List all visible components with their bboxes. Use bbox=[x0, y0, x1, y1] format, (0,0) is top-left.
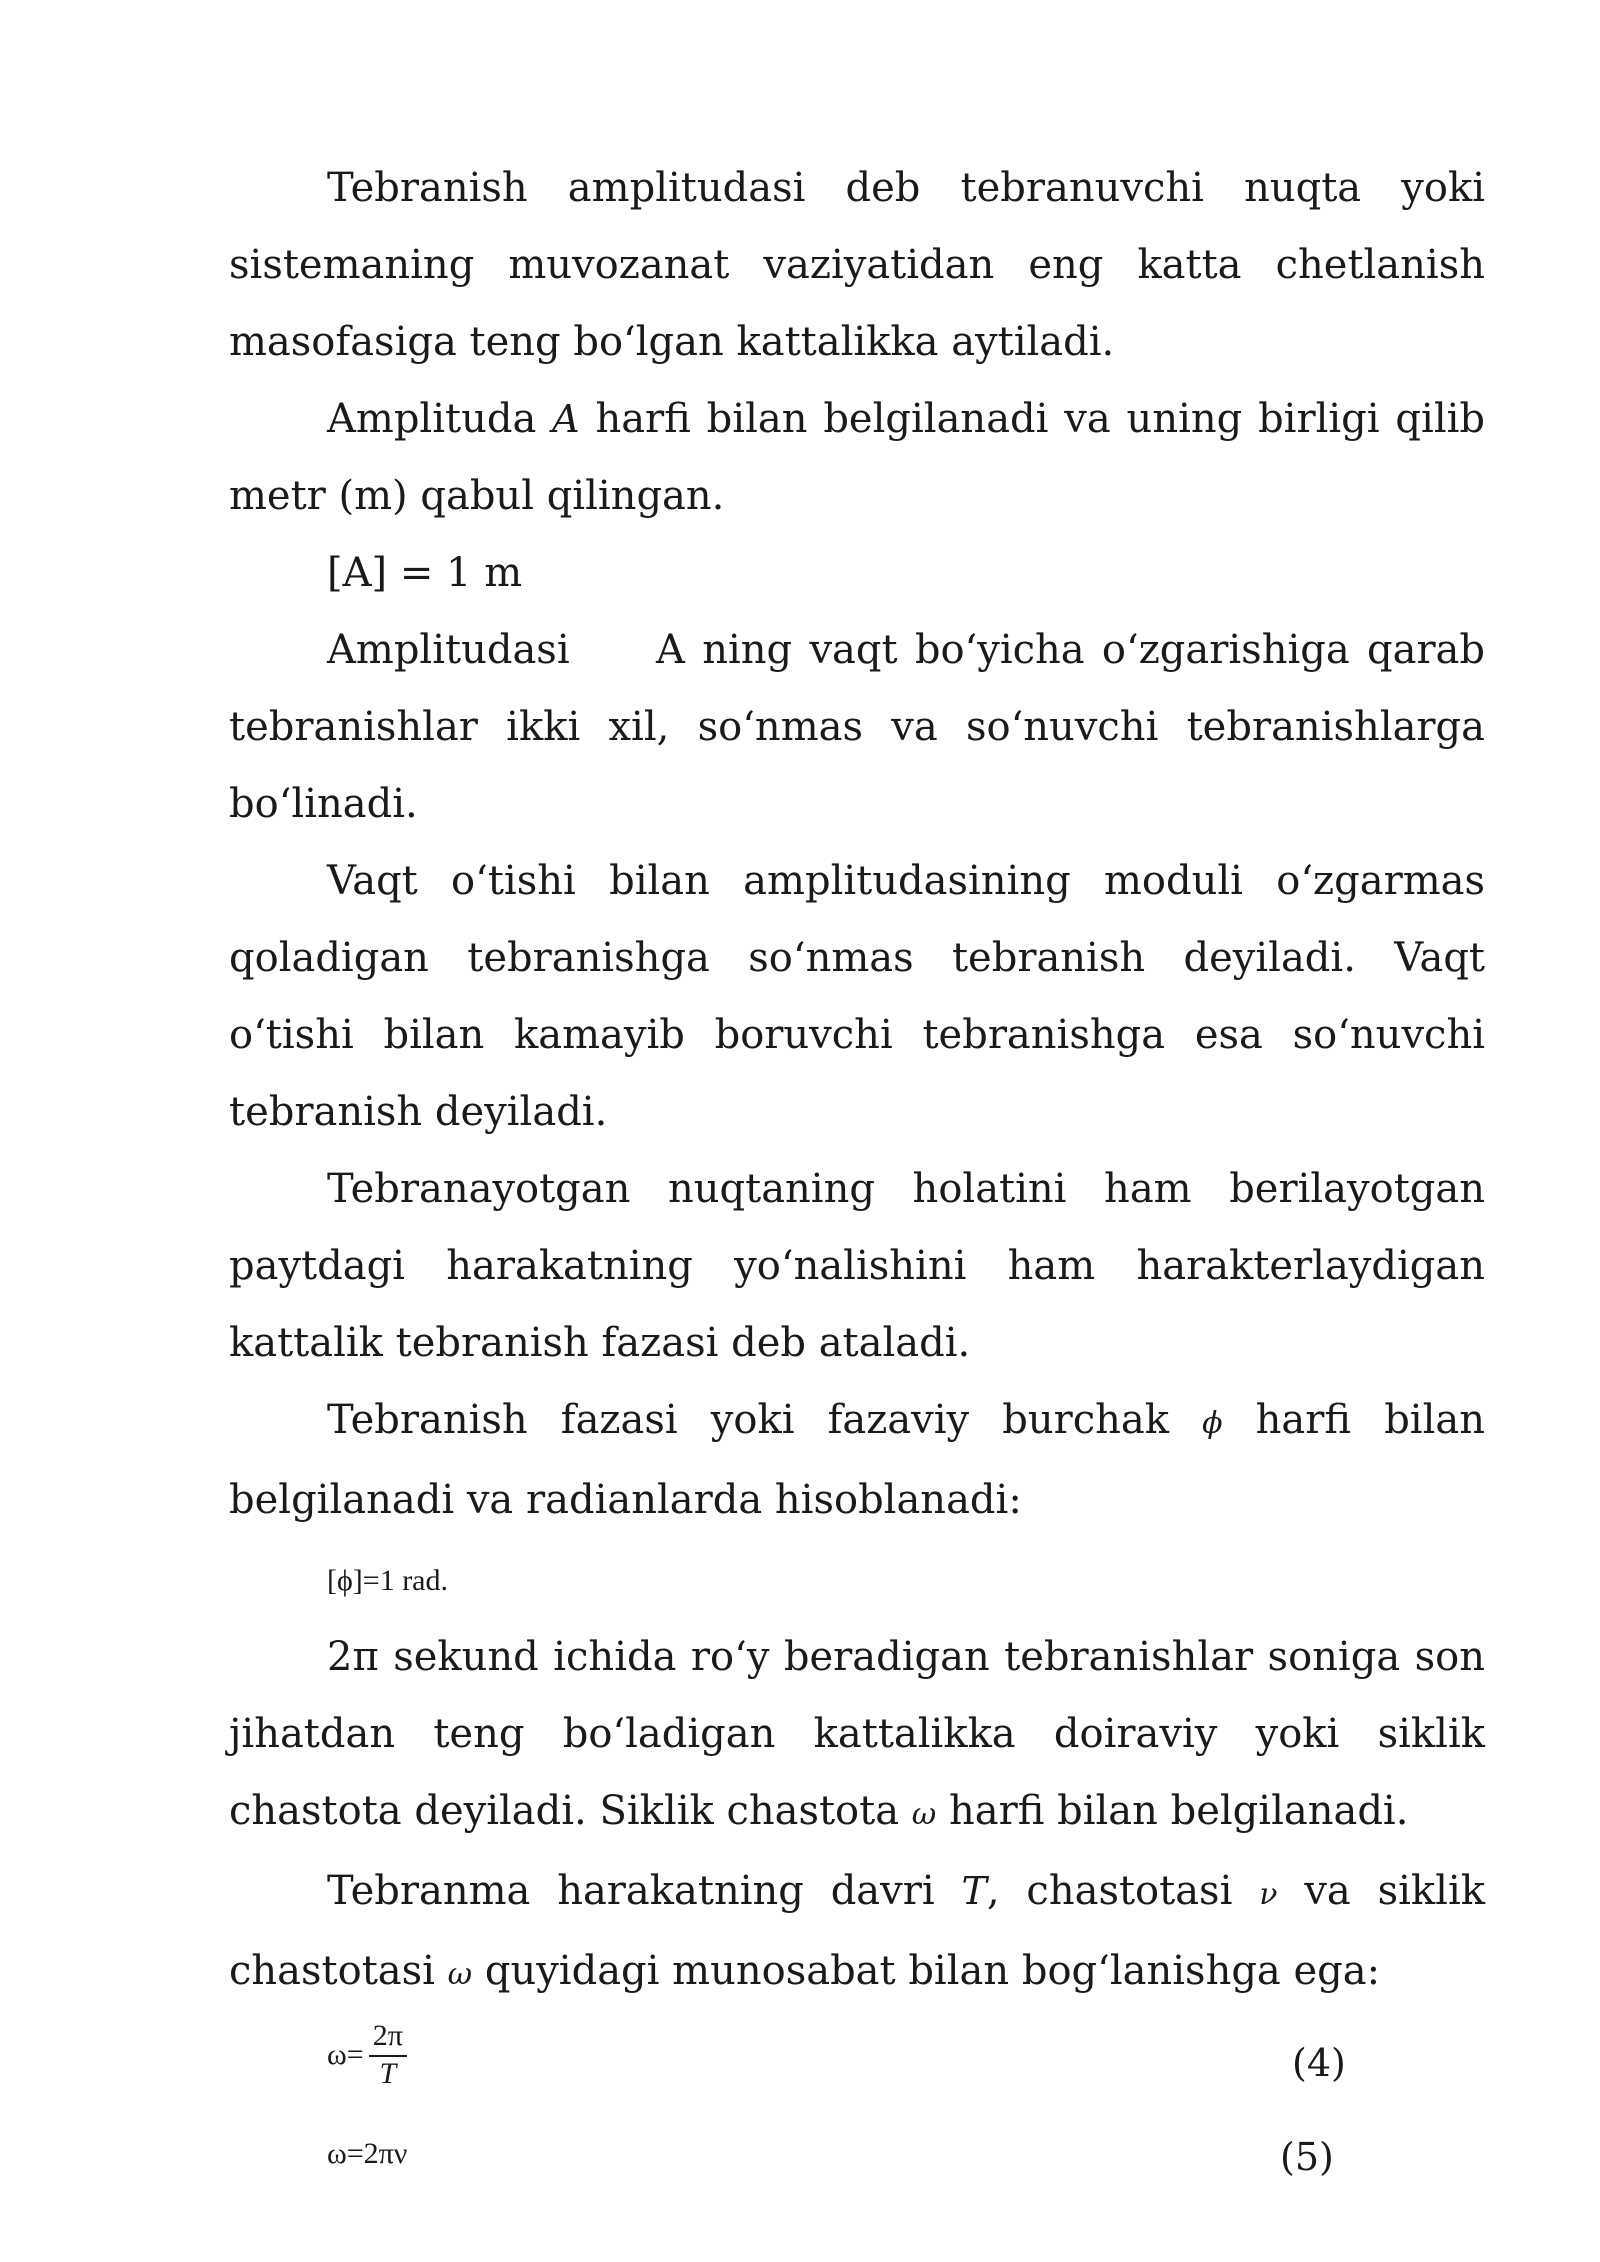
equation-4 bbox=[229, 2019, 1485, 2109]
paragraph-text: Vaqt o‘tishi bilan amplitudasining moduli o‘zgarmas qoladigan tebranishga so‘nmas tebranish deyiladi. Vaqt o‘tishi bilan kamayib boruvchi tebranishga esa so‘nuvchi tebranish deyiladi. bbox=[229, 858, 1485, 1135]
paragraph-text: Amplituda bbox=[327, 396, 553, 442]
symbol-A: A bbox=[552, 397, 580, 441]
symbol-A: A bbox=[656, 627, 685, 673]
paragraph-text: Tebranish amplitudasi deb tebranuvchi nuqta yoki sistemaning muvozanat vaziyatidan eng katta chetlanish masofasiga teng bo‘lgan kattalikka aytiladi. bbox=[229, 165, 1485, 365]
paragraph-text: sekund ichida ro‘y beradigan tebranishlar soniga son jihatdan teng bo‘ladigan kattalikka doiraviy yoki siklik chastota deyiladi. Siklik chastota bbox=[229, 1634, 1485, 1834]
paragraph-text: Tebranish fazasi yoki fazaviy burchak bbox=[327, 1397, 1203, 1443]
paragraph-text: tebranishlar ikki xil, so‘nmas va so‘nuvchi tebranishlarga bo‘linadi. bbox=[229, 704, 1485, 827]
unit-A-formula bbox=[229, 535, 1485, 612]
symbol-omega: ω bbox=[911, 1797, 937, 1832]
paragraph-amplitude-definition bbox=[229, 150, 1485, 381]
paragraph-text: harfi bilan belgilanadi va uning birligi qilib metr (m) qabul qilingan. bbox=[229, 396, 1486, 519]
paragraph-amplitude-symbol bbox=[229, 381, 1485, 535]
symbol-phi: ϕ bbox=[1202, 1406, 1223, 1441]
symbol-omega: ω bbox=[447, 1957, 473, 1992]
paragraph-angular-frequency bbox=[229, 1619, 1485, 1853]
equation-lhs: ω= bbox=[327, 2038, 364, 2071]
paragraph-phase-definition bbox=[229, 1151, 1485, 1382]
fraction-denominator: T bbox=[379, 2057, 397, 2090]
paragraph-text: quyidagi munosabat bilan bog‘lanishga ega: bbox=[484, 1948, 1381, 1994]
paragraph-text: harfi bilan belgilanadi. bbox=[948, 1788, 1409, 1834]
paragraph-text: Tebranma harakatning davri bbox=[327, 1868, 962, 1914]
equation-number: (4) bbox=[1292, 2041, 1346, 2085]
paragraph-text: harfi bilan belgilanadi va radianlarda hisoblanadi: bbox=[229, 1397, 1485, 1523]
paragraph-damped-undamped bbox=[229, 843, 1485, 1151]
unit-phi-formula bbox=[229, 1539, 1485, 1619]
paragraph-text: Amplitudasi bbox=[327, 627, 570, 673]
symbol-nu: ν bbox=[1259, 1877, 1278, 1912]
paragraph-text: Tebranayotgan nuqtaning holatini ham berilayotgan paytdagi harakatning yo‘nalishini ham harakterlaydigan kattalik tebranish fazasi deb ataladi. bbox=[229, 1166, 1485, 1366]
paragraph-text: ning vaqt bo‘yicha o‘zgarishiga qarab bbox=[702, 627, 1486, 673]
formula-text: [A] = 1 m bbox=[327, 550, 523, 596]
paragraph-text: va siklik chastotasi bbox=[229, 1868, 1485, 1994]
symbol-2pi: 2π bbox=[327, 1634, 379, 1680]
fraction-numerator: 2π bbox=[369, 2019, 407, 2057]
symbol-T: T bbox=[961, 1869, 987, 1913]
document-page bbox=[229, 150, 1485, 2203]
paragraph-phase-symbol bbox=[229, 1382, 1485, 1539]
fraction bbox=[369, 2019, 407, 2091]
formula-text: [ϕ]=1 rad. bbox=[327, 1564, 448, 1597]
equation-5 bbox=[229, 2113, 1485, 2203]
paragraph-text: , chastotasi bbox=[986, 1868, 1260, 1914]
equation-number: (5) bbox=[1280, 2135, 1334, 2179]
paragraph-amplitude-types bbox=[229, 612, 1485, 843]
equation-text: ω=2πν bbox=[327, 2137, 408, 2170]
paragraph-relation bbox=[229, 1853, 1485, 2013]
